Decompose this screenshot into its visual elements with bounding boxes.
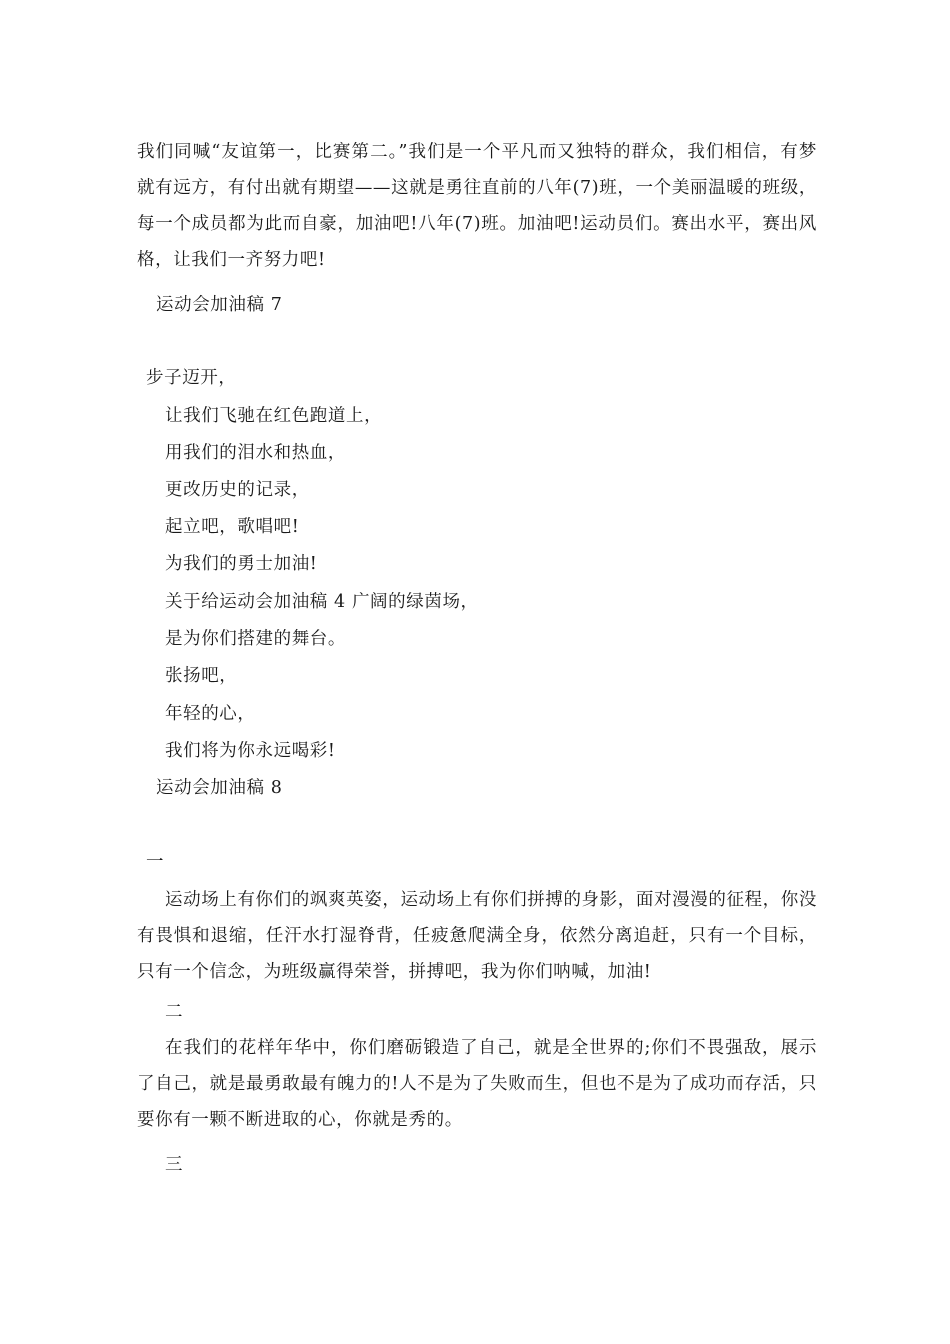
poem-line-6: 为我们的勇士加油! [165, 554, 318, 574]
poem-line-1: 步子迈开， [146, 368, 237, 388]
section-2-label: 二 [165, 1002, 184, 1022]
heading-cheer-8: 运动会加油稿 8 [156, 778, 283, 798]
poem-line-11: 我们将为你永远喝彩! [165, 741, 336, 761]
poem-line-7: 关于给运动会加油稿 4 广阔的绿茵场， [165, 592, 479, 612]
poem-line-2: 让我们飞驰在红色跑道上， [165, 406, 383, 426]
section-1-paragraph: 运动场上有你们的飒爽英姿，运动场上有你们拼搏的身影，面对漫漫的征程，你没有畏惧和退缩，任汗水打湿脊背，任疲惫爬满全身，依然分离追赶，只有一个目标，只有一个信念，为班级赢得荣誉，拼搏吧，我为你们呐喊，加油! [137, 890, 817, 982]
section-2-paragraph: 在我们的花样年华中，你们磨砺锻造了自己，就是全世界的;你们不畏强敌，展示了自己，就是最勇敢最有魄力的!人不是为了失败而生，但也不是为了成功而存活，只要你有一颗不断进取的心，你就是秀的。 [137, 1038, 817, 1130]
intro-paragraph: 我们同喊“友谊第一，比赛第二。”我们是一个平凡而又独特的群众，我们相信，有梦就有远方，有付出就有期望——这就是勇往直前的八年(7)班，一个美丽温暖的班级，每一个成员都为此而自豪，加油吧!八年(7)班。加油吧!运动员们。赛出水平，赛出风格，让我们一齐努力吧! [137, 142, 817, 270]
poem-line-8: 是为你们搭建的舞台。 [165, 629, 346, 649]
poem-line-3: 用我们的泪水和热血， [165, 443, 346, 463]
section-3-label: 三 [165, 1155, 184, 1175]
section-1-label: 一 [146, 852, 165, 872]
poem-line-10: 年轻的心， [165, 704, 256, 724]
poem-line-5: 起立吧，歌唱吧! [165, 517, 300, 537]
heading-cheer-7: 运动会加油稿 7 [156, 295, 283, 315]
poem-line-4: 更改历史的记录， [165, 480, 310, 500]
poem-line-9: 张扬吧， [165, 666, 238, 686]
